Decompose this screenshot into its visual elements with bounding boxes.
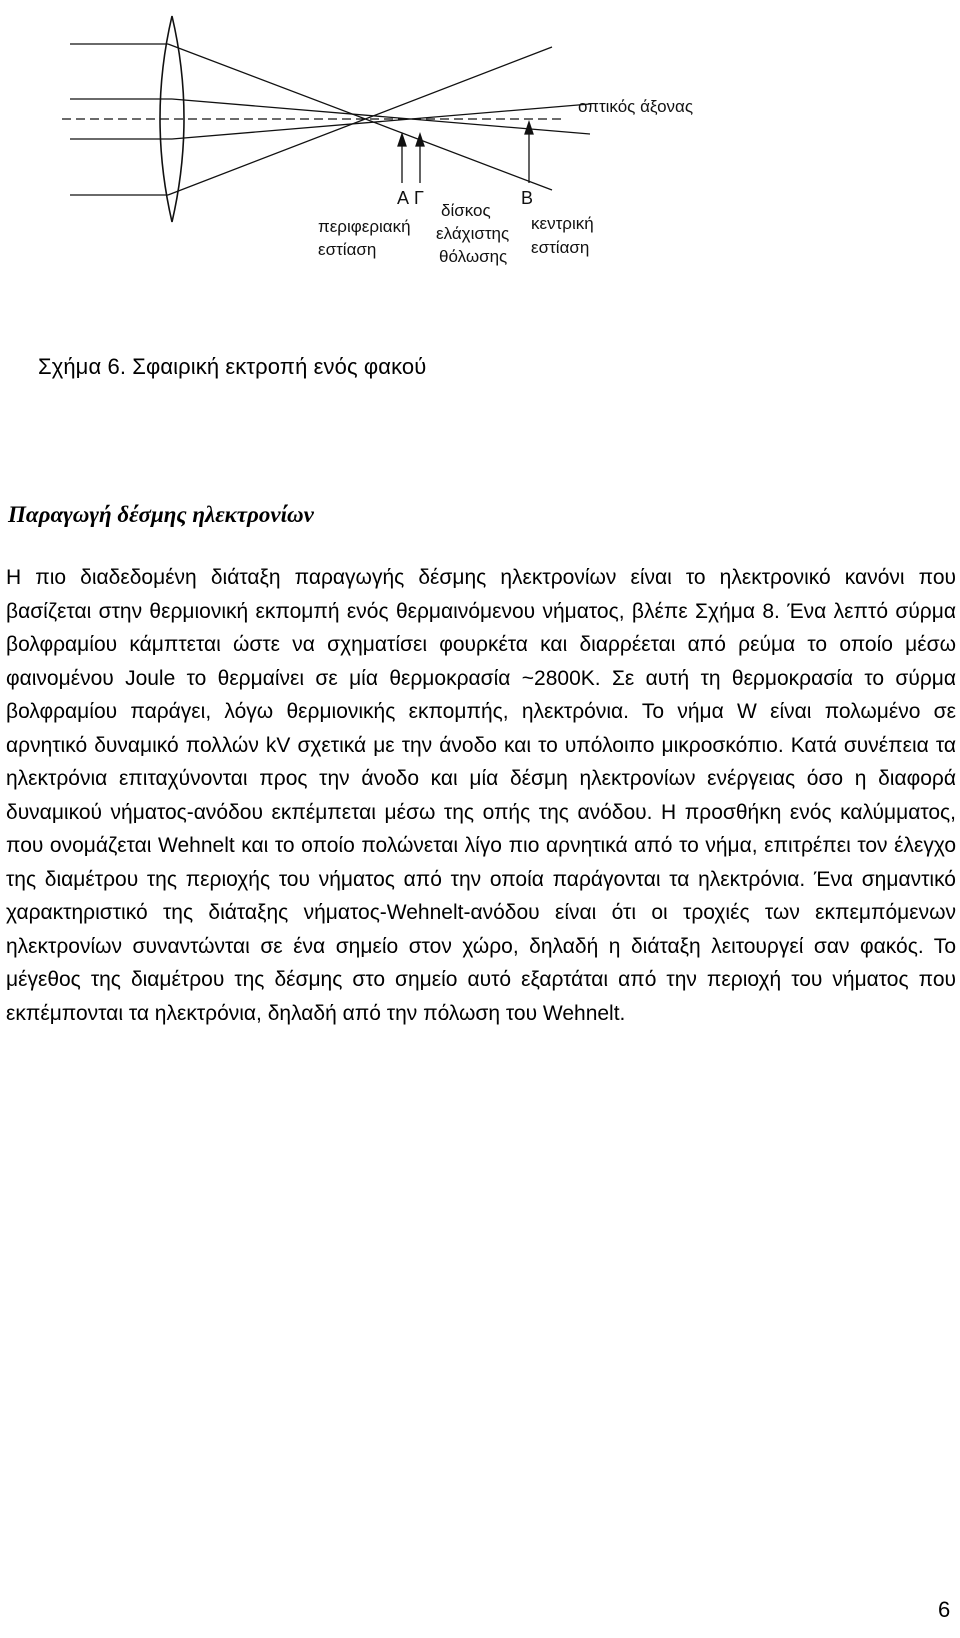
spherical-aberration-diagram [0, 0, 960, 275]
figure-caption: Σχήμα 6. Σφαιρική εκτροπή ενός φακού [38, 354, 427, 379]
central-focus-label-line2: εστίαση [531, 238, 590, 257]
focus-arrows [398, 122, 533, 183]
disk-label-line2: ελάχιστης [436, 224, 510, 243]
page-number: 6 [938, 1597, 951, 1622]
point-b-label: Β [521, 188, 534, 208]
body-paragraph: Η πιο διαδεδομένη διάταξη παραγωγής δέσμης ηλεκτρονίων είναι το ηλεκτρονικό κανόνι που βασίζεται στην θερμιονική εκπομπή ενός θερμαινόμενου νήματος, βλέπε Σχήμα 8. Ένα λεπτό σύρμα βολφραμίου κάμπτεται ώστε να σχηματίσει φουρκέτα και διαρρέεται από ρεύμα το οποίο μέσω φαινομένου Joule το θερμαίνει σε μία θερμοκρασία ~2800K. Σε αυτή τη θερμοκρασία το σύρμα βολφραμίου παράγει, λόγω θερμιονικής εκπομπής, ηλεκτρόνια. Το νήμα W είναι πολωμένο σε αρνητικό δυναμικό πολλών kV σχετικά με την άνοδο και το υπόλοιπο μικροσκόπιο. Κατά συνέπεια τα ηλεκτρόνια επιταχύνονται προς την άνοδο και μία δέσμη ηλεκτρονίων ενέργειας όσο η διαφορά δυναμικού νήματος-ανόδου εκπέμπεται μέσω της οπής της ανόδου. Η προσθήκη ενός καλύμματος, που ονομάζεται Wehnelt και το οποίο πολώνεται λίγο πιο αρνητικά από το νήμα, επιτρέπει τον έλεγχο της διαμέτρου της περιοχής του νήματος από την οποία παράγονται τα ηλεκτρόνια. Ένα σημαντικό χαρακτηριστικό της διάταξης νήματος-Wehnelt-ανόδου είναι ότι οι τροχιές των εκπεμπόμενων ηλεκτρονίων συναντώνται σε ένα σημείο στον χώρο, δηλαδή η διάταξη λειτουργεί σαν φακός. Το μέγεθος της διαμέτρου της δέσμης στο σημείο αυτό εξαρτάται από την περιοχή του νήματος που εκπέμπονται τα ηλεκτρόνια, δηλαδή από την πόλωση του Wehnelt. [6, 566, 956, 1025]
point-g-label: Γ [414, 188, 424, 208]
section-heading: Παραγωγή δέσμης ηλεκτρονίων [8, 502, 314, 527]
disk-label-line1: δίσκος [441, 201, 491, 220]
peripheral-focus-label-line1: περιφεριακή [318, 217, 411, 236]
peripheral-focus-label-line2: εστίαση [318, 240, 377, 259]
point-a-label: Α [397, 188, 410, 208]
central-focus-label-line1: κεντρική [531, 214, 594, 233]
disk-label-line3: θόλωσης [439, 247, 508, 266]
optical-axis-label: οπτικός άξονας [578, 97, 694, 116]
